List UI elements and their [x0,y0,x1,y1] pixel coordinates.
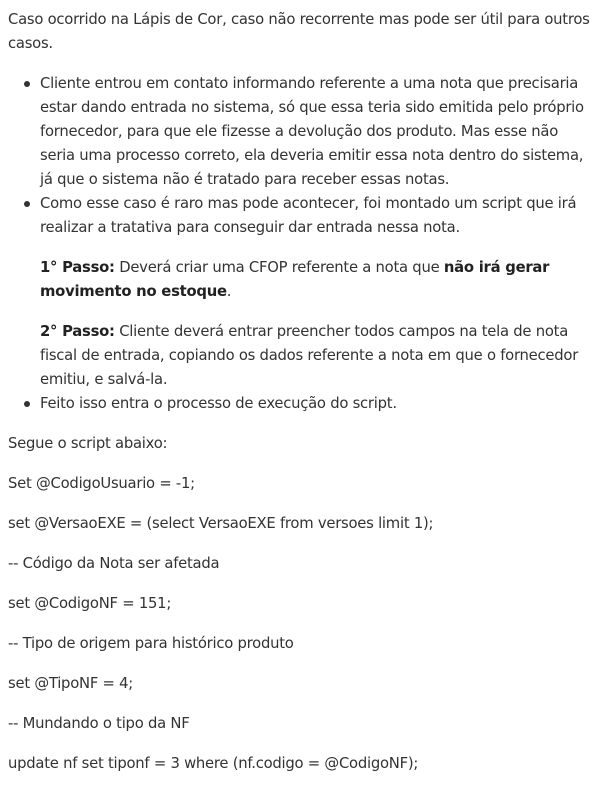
script-line-5: -- Tipo de origem para histórico produto [8,635,294,652]
intro-paragraph: Caso ocorrido na Lápis de Cor, caso não recorrente mas pode ser útil para outros casos. [8,11,590,52]
step-1-text: Deverá criar uma CFOP referente a nota que [114,259,444,276]
step-2-text: Cliente deverá entrar preencher todos campos na tela de nota fiscal de entrada, copiando os dados referente a nota em que o fornecedor emitiu, e salvá-la. [40,323,579,388]
bullet-item-1 [40,72,592,192]
step-1-emphasis: não irá gerar movimento no estoque [40,259,550,300]
script-line-6: set @TipoNF = 4; [8,675,134,692]
script-line-8: update nf set tiponf = 3 where (nf.codigo = @CodigoNF); [8,755,419,772]
step-1-end: . [226,283,232,300]
script-line-1: Set @CodigoUsuario = -1; [8,475,195,492]
step-1-paragraph [40,256,592,304]
script-line-2: set @VersaoEXE = (select VersaoEXE from versoes limit 1); [8,515,434,532]
bullet-item-2-text: Como esse caso é raro mas pode acontecer, foi montado um script que irá realizar a tratativa para conseguir dar entrada nessa nota. [40,195,577,236]
bullet-list [8,72,592,416]
step-1-label: 1° Passo: [40,259,115,276]
step-2-paragraph [40,320,592,392]
script-line-3: -- Código da Nota ser afetada [8,555,220,572]
bullet-item-2 [40,192,592,392]
script-line-4: set @CodigoNF = 151; [8,595,172,612]
script-heading: Segue o script abaixo: [8,435,168,452]
bullet-item-3 [40,392,592,416]
script-line-7: -- Mundando o tipo da NF [8,715,190,732]
step-2-label: 2° Passo: [40,323,115,340]
bullet-item-3-text: Feito isso entra o processo de execução do script. [40,395,397,412]
bullet-item-1-text: Cliente entrou em contato informando referente a uma nota que precisaria estar dando entrada no sistema, só que essa teria sido emitida pelo próprio fornecedor, para que ele fizesse a devolução dos produto. Mas esse não seria uma processo correto, ela deveria emitir essa nota dentro do sistema, já que o sistema não é tratado para receber essas notas. [40,75,584,188]
